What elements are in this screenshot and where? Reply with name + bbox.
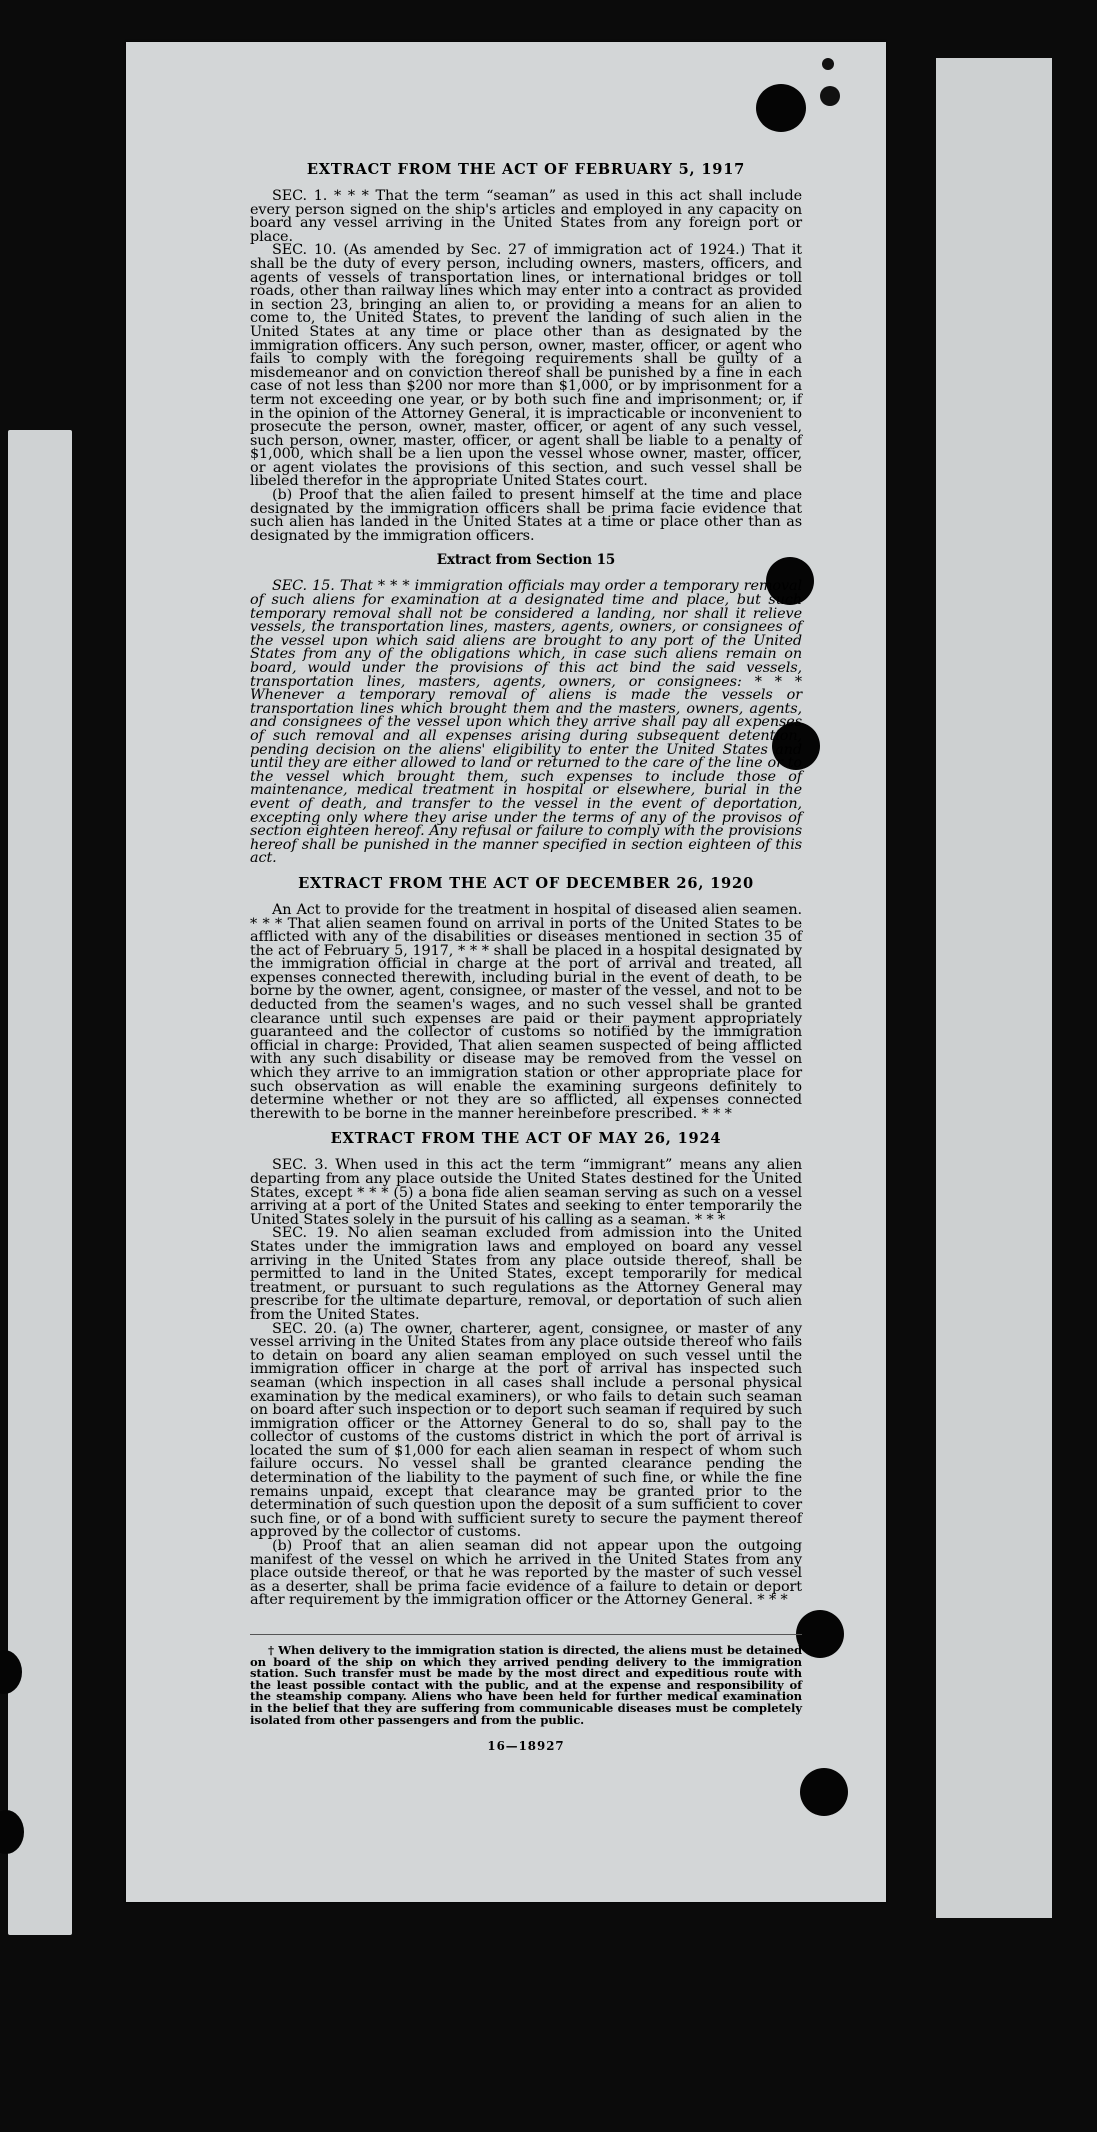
paragraph-sec15: SEC. 15. That * * * immigration officials may order a temporary removal of such aliens for examination at a designated time and place, but such temporary removal shall not be considered a landing, nor shall it relieve vessels, the transportation lines, masters, agents, owners, or consignees of the vessel upon which said aliens are brought to any port of the United States from any of the obligations which, in case such aliens remain on board, would under the provisions of this act bind the said vessels, transportation lines, masters, agents, owners, or consignees: * * * Whenever a temporary removal of aliens is made the vessels or transportation lines which brought them and the masters, owners, agents, and consignees of the vessel upon which they arrive shall pay all expenses of such removal and all expenses arising during subsequent detention, pending decision on the aliens' eligibility to enter the United States and until they are either allowed to land or returned to the care of the line or to the vessel which brought them, such expenses to include those of maintenance, medical treatment in hospital or elsewhere, burial in the event of death, and transfer to the vessel in the event of deportation, excepting only where they arise under the terms of any of the provisos of section eighteen hereof. Any refusal or failure to comply with the provisions hereof shall be punished in the manner specified in section eighteen of this act. [250, 578, 802, 867]
footnote [250, 1634, 802, 1726]
paragraph-sec20a: SEC. 20. (a) The owner, charterer, agent, consignee, or master of any vessel arriving in the United States from any place outside thereof who fails to detain on board any alien seaman employed on such vessel until the immigration officer in charge at the port of arrival has inspected such seaman (which inspection in all cases shall include a personal physical examination by the medical examiners), or who fails to detain such seaman on board after such inspection or to deport such seaman if required by such immigration officer or the Attorney General to do so, shall pay to the collector of customs of the customs district in which the port of arrival is located the sum of $1,000 for each alien seaman in respect of whom such failure occurs. No vessel shall be granted clearance pending the determination of the liability to the payment of such fine, or while the fine remains unpaid, except that clearance may be granted prior to the determination of such question upon the deposit of a sum sufficient to cover such fine, or of a bond with sufficient surety to secure the payment thereof approved by the collector of customs. [250, 1320, 802, 1541]
adjacent-page-right [936, 58, 1052, 1918]
paragraph-1920: An Act to provide for the treatment in hospital of diseased alien seamen. * * * That alien seamen found on arrival in ports of the United States to be afflicted with any of the disabilities or diseases mentioned in section 35 of the act of February 5, 1917, * * * shall be placed in a hospital designated by the immigration official in charge at the port of arrival and treated, all expenses connected therewith, including burial in the event of death, to be borne by the owner, agent, consignee, or master of the vessel, and not to be deducted from the seamen's wages, and no such vessel shall be granted clearance until such expenses are paid or their payment appropriately guaranteed and the collector of customs so notified by the immigration official in charge: Provided, That alien seamen suspected of being afflicted with any such disability or disease may be removed from the vessel on which they arrive to an immigration station or other appropriate place for such observation as will enable the examining surgeons definitely to determine whether or not they are so afflicted, all expenses connected therewith to be borne in the manner hereinbefore prescribed. * * * [250, 901, 802, 1122]
heading-1924: EXTRACT FROM THE ACT OF MAY 26, 1924 [330, 1130, 722, 1148]
paragraph-sec19: SEC. 19. No alien seaman excluded from admission into the United States under the immigration laws and employed on board any vessel arriving in the United States from any place outside thereof, shall be permitted to land in the United States, except temporarily for medical treatment, or pursuant to such regulations as the Attorney General may prescribe for the ultimate departure, removal, or deportation of such alien from the United States. [250, 1225, 802, 1323]
paragraph-sec10b: (b) Proof that the alien failed to present himself at the time and place designated by the immigration officers shall be prima facie evidence that such alien has landed in the United States at a time or place other than as designated by the immigration officers. [250, 487, 802, 544]
paragraph-sec3: SEC. 3. When used in this act the term “immigrant” means any alien departing from any place outside the United States destined for the United States, except * * * (5) a bona fide alien seaman serving as such on a vessel arriving at a port of the United States and seeking to enter temporarily the United States solely in the pursuit of his calling as a seaman. * * * [250, 1157, 802, 1228]
heading-1920: EXTRACT FROM THE ACT OF DECEMBER 26, 1920 [298, 874, 754, 892]
page-number: 16—18927 [487, 1739, 565, 1754]
paragraph-sec1: SEC. 1. * * * That the term “seaman” as used in this act shall include every person signed on the ship's articles and employed in any capacity on board any vessel arriving in the United States from any foreign port or place. [250, 188, 802, 245]
ink-blot [820, 86, 840, 106]
punch-hole [796, 1610, 844, 1658]
adjacent-page-left [8, 430, 72, 1935]
footnote-text: † When delivery to the immigration station is directed, the aliens must be detained on board of the ship on which they arrived pending delivery to the immigration station. Such transfer must be made by the most direct and expeditious route with the least possible contact with the public, and at the expense and responsibility of the steamship company. Aliens who have been held for further medical examination in the belief that they are suffering from communicable diseases must be completely isolated from other passengers and from the public. [250, 1643, 802, 1727]
punch-hole [756, 84, 806, 132]
heading-1917: EXTRACT FROM THE ACT OF FEBRUARY 5, 1917 [306, 161, 746, 178]
paragraph-sec20b: (b) Proof that an alien seaman did not appear upon the outgoing manifest of the vessel on which he arrived in the United States from any place outside thereof, or that he was reported by the master of such vessel as a deserter, shall be prima facie evidence of a failure to detain or deport after requirement by the immigration officer or the Attorney General. * * * [250, 1538, 802, 1609]
subheading-section-15: Extract from Section 15 [436, 552, 616, 569]
ink-blot [822, 58, 834, 70]
punch-hole [800, 1768, 848, 1816]
document-text [250, 162, 802, 1754]
paragraph-sec10: SEC. 10. (As amended by Sec. 27 of immigration act of 1924.) That it shall be the duty of every person, including owners, masters, officers, and agents of vessels of transportation lines, or international bridges or toll roads, other than railway lines which may enter into a contract as provided in section 23, bringing an alien to, or providing a means for an alien to come to, the United States, to prevent the landing of such alien in the United States at any time or place other than as designated by the immigration officers. Any such person, owner, master, officer, or agent who fails to comply with the foregoing requirements shall be guilty of a misdemeanor and on conviction thereof shall be punished by a fine in each case of not less than $200 nor more than $1,000, or by imprisonment for a term not exceeding one year, or by both such fine and imprisonment; or, if in the opinion of the Attorney General, it is impracticable or inconvenient to prosecute the person, owner, master, officer, or agent of any such vessel, such person, owner, master, officer, or agent shall be liable to a penalty of $1,000, which shall be a lien upon the vessel whose owner, master, officer, or agent violates the provisions of this section, and such vessel shall be libeled therefor in the appropriate United States court. [250, 242, 802, 490]
